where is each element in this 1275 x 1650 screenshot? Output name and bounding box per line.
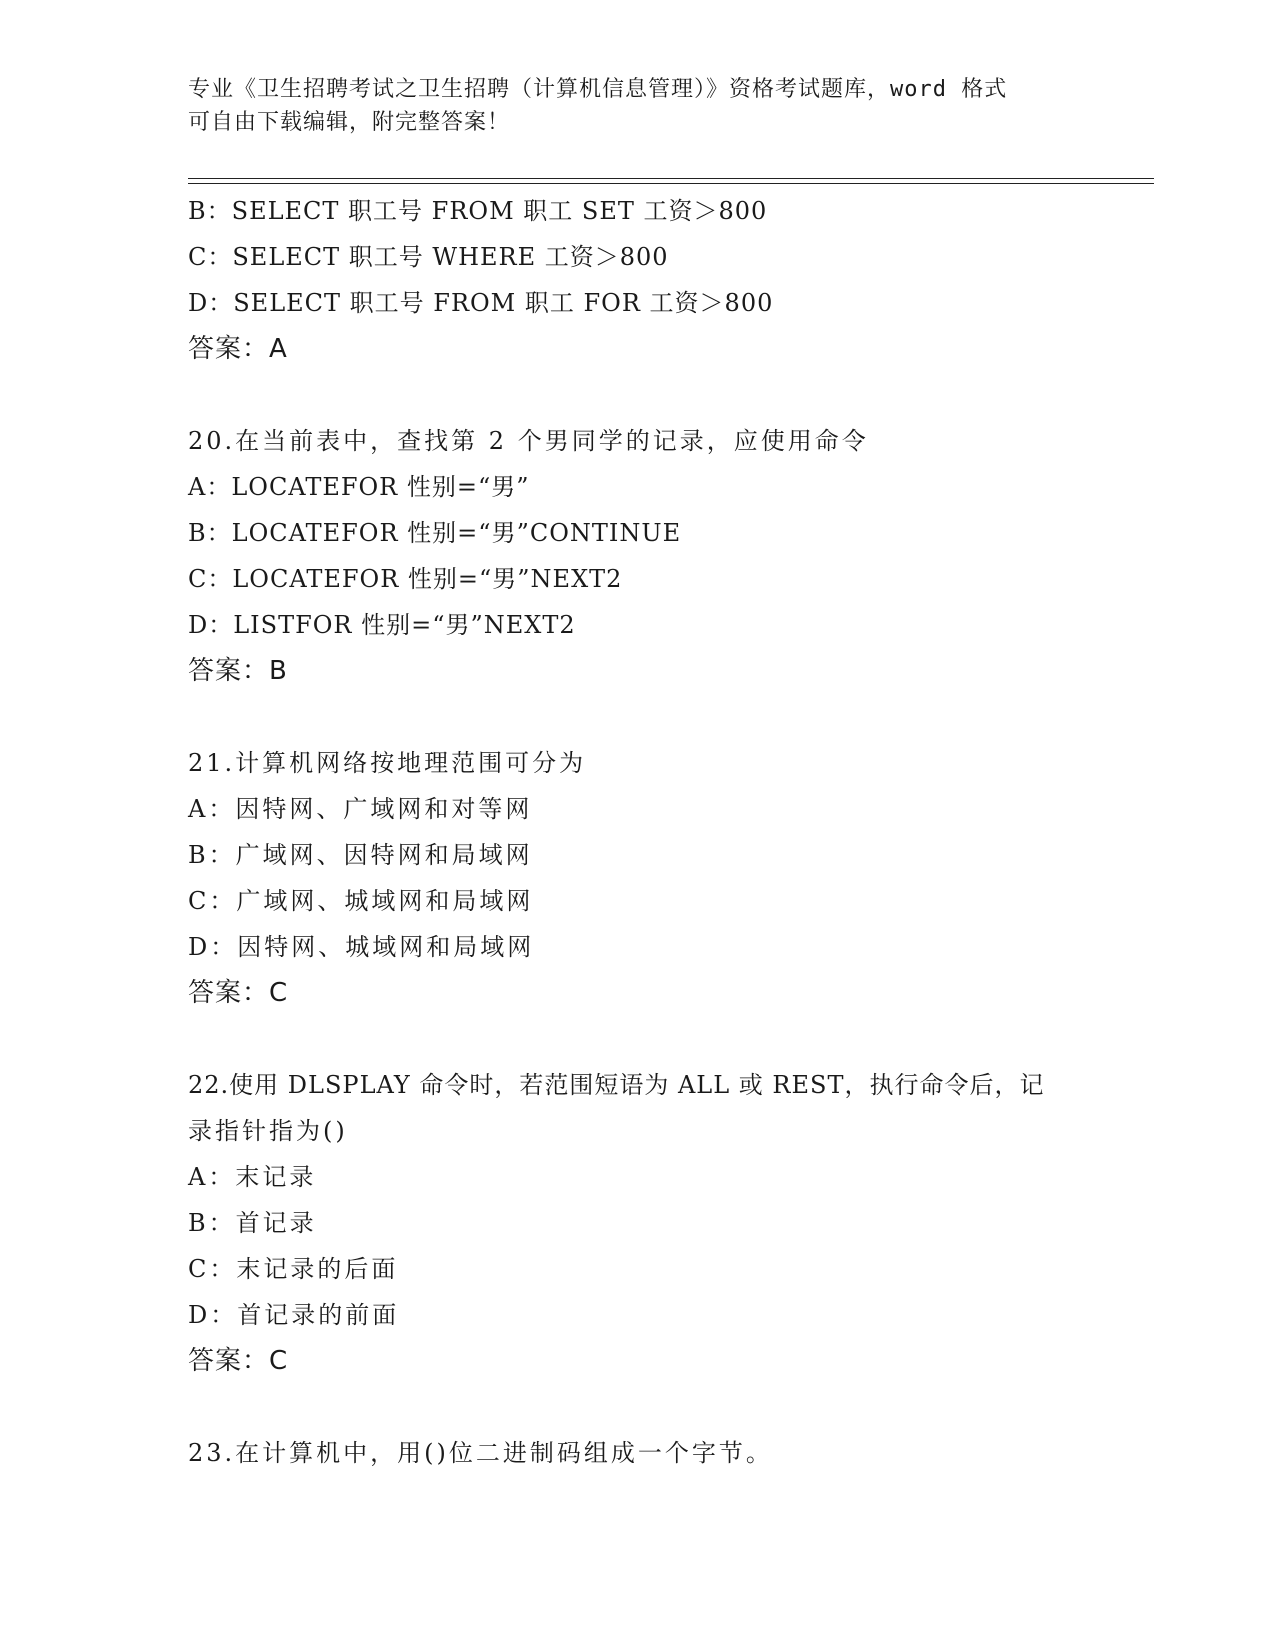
option-a: A：因特网、广域网和对等网 — [188, 795, 533, 823]
answer-label: 答案：C — [188, 978, 289, 1008]
document-header — [188, 73, 1088, 139]
spacer — [188, 1016, 1128, 1062]
option-a: A：末记录 — [188, 1163, 317, 1191]
spacer — [188, 1384, 1128, 1430]
header-divider-bottom — [188, 183, 1154, 184]
option-d: D：因特网、城域网和局域网 — [188, 933, 535, 961]
option-d: D：首记录的前面 — [188, 1301, 400, 1329]
option-b: B：SELECT 职工号 FROM 职工 SET 工资＞800 — [188, 197, 768, 225]
header-line-2: 可自由下载编辑，附完整答案！ — [188, 110, 511, 135]
header-line-1: 专业《卫生招聘考试之卫生招聘（计算机信息管理）》资格考试题库，word 格式 — [188, 77, 1008, 102]
question-19-continued — [188, 188, 1128, 372]
question-stem-line-1: 22.使用 DLSPLAY 命令时，若范围短语为 ALL 或 REST，执行命令后，记 — [188, 1071, 1045, 1099]
question-stem: 20.在当前表中，查找第 2 个男同学的记录，应使用命令 — [188, 427, 869, 455]
question-20 — [188, 418, 1128, 694]
answer-label: 答案：A — [188, 334, 288, 364]
answer-label: 答案：B — [188, 656, 288, 686]
question-stem: 23.在计算机中，用()位二进制码组成一个字节。 — [188, 1439, 773, 1467]
spacer — [188, 372, 1128, 418]
option-d: D：LISTFOR 性别=“男”NEXT2 — [188, 611, 576, 639]
question-stem-line-2: 录指针指为() — [188, 1117, 348, 1145]
question-stem: 21.计算机网络按地理范围可分为 — [188, 749, 587, 777]
answer-label: 答案：C — [188, 1346, 289, 1376]
option-c: C：广域网、城域网和局域网 — [188, 887, 534, 915]
option-a: A：LOCATEFOR 性别=“男” — [188, 473, 530, 501]
question-22 — [188, 1062, 1128, 1384]
option-b: B：首记录 — [188, 1209, 317, 1237]
spacer — [188, 694, 1128, 740]
question-list — [188, 188, 1128, 1476]
question-23 — [188, 1430, 1128, 1476]
option-c: C：末记录的后面 — [188, 1255, 399, 1283]
option-b: B：广域网、因特网和局域网 — [188, 841, 533, 869]
option-c: C：SELECT 职工号 WHERE 工资＞800 — [188, 243, 669, 271]
question-21 — [188, 740, 1128, 1016]
option-b: B：LOCATEFOR 性别=“男”CONTINUE — [188, 519, 682, 547]
header-divider-top — [188, 178, 1154, 179]
option-d: D：SELECT 职工号 FROM 职工 FOR 工资＞800 — [188, 289, 774, 317]
option-c: C：LOCATEFOR 性别=“男”NEXT2 — [188, 565, 623, 593]
